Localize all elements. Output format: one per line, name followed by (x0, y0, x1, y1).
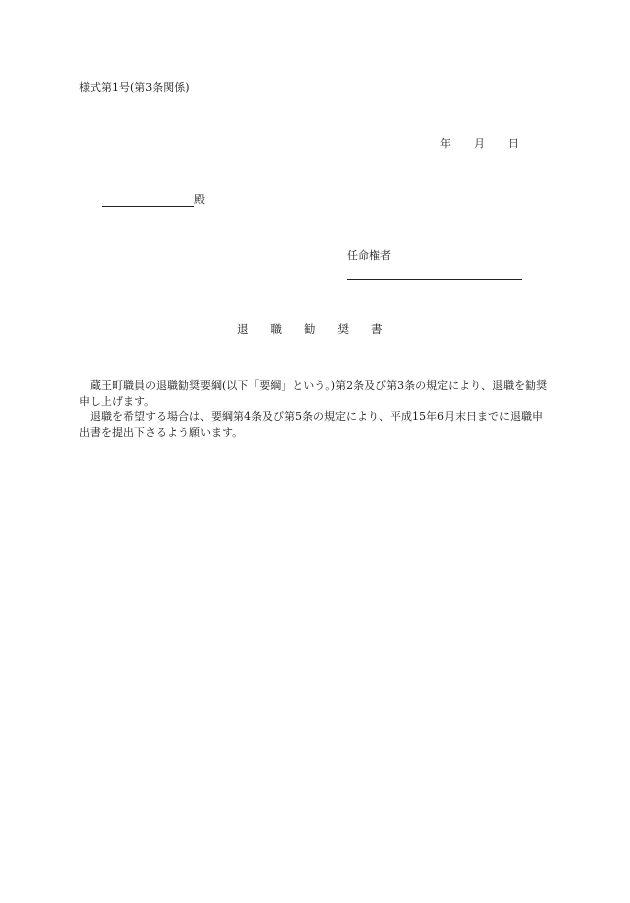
addressee (102, 193, 205, 207)
body-paragraph-1: 蔵王町職員の退職勧奨要綱(以下「要綱」という。)第2条及び第3条の規定により、退職を勧奨申し上げます。 (79, 379, 548, 408)
form-number: 様式第1号(第3条関係) (79, 81, 190, 94)
date-year-label: 年 (440, 137, 451, 150)
appointer-signature-line (347, 279, 522, 280)
document-title (237, 322, 383, 336)
date-day-label: 日 (508, 137, 519, 150)
title-char: 書 (371, 322, 383, 336)
title-char: 奨 (337, 322, 349, 336)
title-char: 職 (270, 322, 282, 336)
date-month-label: 月 (474, 137, 485, 150)
addressee-honorific: 殿 (194, 193, 205, 206)
addressee-blank-line (102, 193, 194, 207)
body-paragraph-2: 退職を希望する場合は、要綱第4条及び第5条の規定により、平成15年6月末日までに退職申出書を提出下さるよう願います。 (79, 410, 543, 439)
title-char: 退 (237, 322, 249, 336)
date-line (440, 137, 519, 151)
appointer-label: 任命権者 (347, 249, 391, 262)
body-text (79, 378, 549, 440)
title-char: 勧 (304, 322, 316, 336)
